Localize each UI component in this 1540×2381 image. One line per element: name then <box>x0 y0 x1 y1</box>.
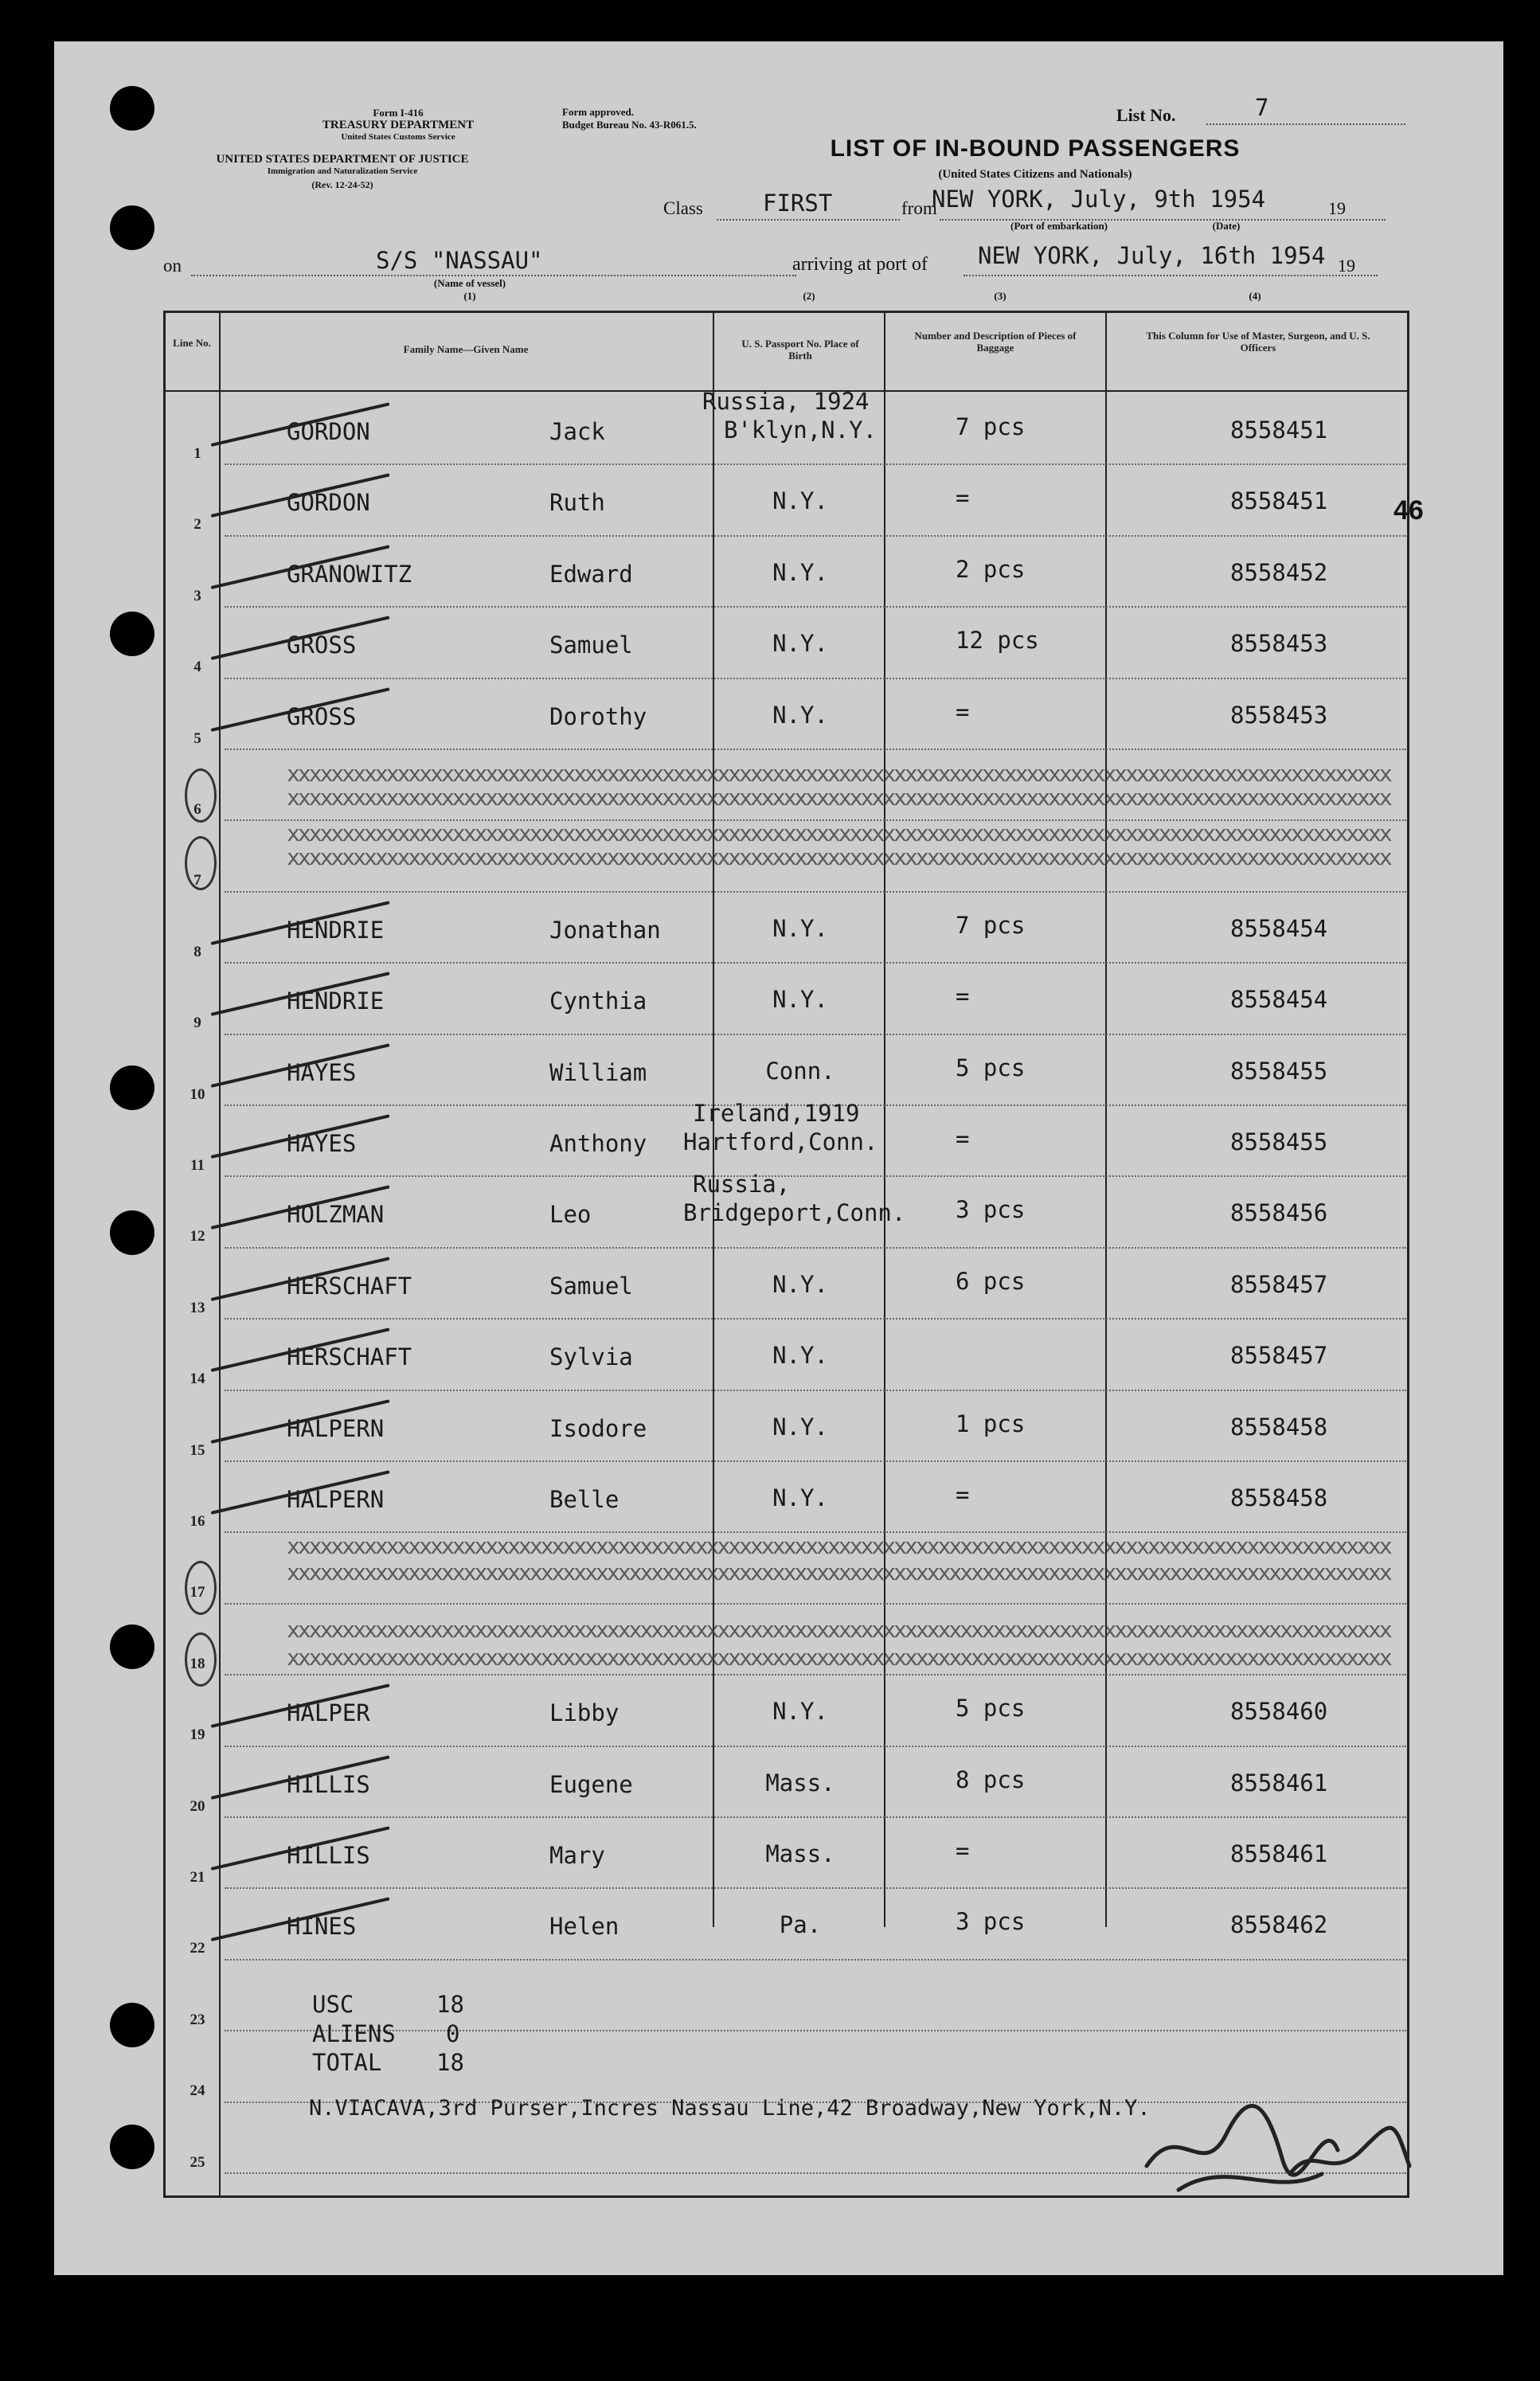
form-subtitle: (United States Citizens and Nationals) <box>938 168 1132 181</box>
line-number: 25 <box>190 2153 205 2171</box>
given-name: Leo <box>549 1201 592 1229</box>
birth-place: N.Y. <box>772 914 828 942</box>
given-name: Anthony <box>549 1130 647 1157</box>
family-name: GROSS <box>287 702 357 730</box>
officer-number: 8558457 <box>1230 1342 1328 1370</box>
col2-number: (2) <box>803 290 815 302</box>
arriving-label: arriving at port of <box>792 254 928 275</box>
line-number: 15 <box>190 1441 205 1459</box>
line-number: 8 <box>193 943 201 960</box>
purser-line: N.VIACAVA,3rd Purser,Incres Nassau Line,42 Broadway,New York,N.Y. <box>309 2096 1151 2121</box>
usc-label: USC <box>312 1991 354 2018</box>
class-line <box>717 219 900 221</box>
list-number-line <box>1206 123 1405 125</box>
officer-number: 8558451 <box>1230 416 1328 444</box>
list-number-value: 7 <box>1255 94 1269 121</box>
birth-place: B'klyn,N.Y. <box>723 416 877 444</box>
baggage-count: = <box>956 698 970 725</box>
line-number: 17 <box>190 1584 205 1601</box>
line-number: 16 <box>190 1513 205 1530</box>
line-number: 6 <box>193 801 201 818</box>
given-name: Dorothy <box>549 702 647 730</box>
family-name: HILLIS <box>287 1842 370 1869</box>
family-name: HERSCHAFT <box>287 1272 412 1300</box>
doj-label: UNITED STATES DEPARTMENT OF JUSTICE <box>216 153 469 166</box>
punch-hole <box>110 1065 154 1110</box>
aliens-label: ALIENS <box>312 2020 396 2047</box>
form-sheet <box>54 41 1503 2275</box>
given-name: Mary <box>549 1842 605 1869</box>
year-suffix: 19 <box>1328 198 1346 218</box>
birth-place-note: Russia, 1924 <box>702 388 870 415</box>
col1-number: (1) <box>463 290 476 302</box>
header-name: Family Name—Given Name <box>403 343 529 355</box>
row-divider <box>225 891 1406 893</box>
vessel-line <box>191 275 796 276</box>
officer-number: 8558458 <box>1230 1484 1328 1511</box>
strikeout-row: xxxxxxxxxxxxxxxxxxxxxxxxxxxxxxxxxxxxxxxxxxxxxxxxxxxxxxxxxxxxxxxxxxxxxxxxxxxxxxxxxxxxxxxxxxxxxxxxxxxx <box>287 784 1390 811</box>
total-value: 18 <box>436 2049 464 2076</box>
row-divider <box>225 962 1406 964</box>
punch-hole <box>110 2003 154 2047</box>
officer-number: 8558455 <box>1230 1128 1328 1155</box>
row-divider <box>225 2030 1406 2031</box>
given-name: Cynthia <box>549 987 647 1015</box>
customs-label: United States Customs Service <box>341 132 455 142</box>
ins-label: Immigration and Naturalization Service <box>267 166 418 176</box>
birth-place: N.Y. <box>772 487 828 515</box>
arrival-year-suffix: 19 <box>1338 256 1355 276</box>
row-divider <box>225 1816 1406 1818</box>
family-name: HAYES <box>287 1130 357 1157</box>
birth-place: Conn. <box>765 1057 835 1085</box>
revision-label: (Rev. 12-24-52) <box>311 179 373 190</box>
family-name: HERSCHAFT <box>287 1343 412 1371</box>
family-name: GROSS <box>287 631 357 659</box>
usc-value: 18 <box>436 1991 464 2018</box>
family-name: HOLZMAN <box>287 1201 385 1229</box>
line-number: 9 <box>193 1015 201 1032</box>
baggage-count: = <box>956 1125 970 1152</box>
vessel-caption: (Name of vessel) <box>433 277 506 289</box>
birth-place: N.Y. <box>772 630 828 658</box>
line-number: 10 <box>190 1085 205 1103</box>
line-number: 24 <box>190 2082 205 2100</box>
row-divider <box>225 1746 1406 1747</box>
aliens-value: 0 <box>446 2020 460 2047</box>
family-name: GORDON <box>287 489 370 517</box>
baggage-count: 8 pcs <box>956 1765 1026 1793</box>
budget-label: Budget Bureau No. 43-R061.5. <box>562 119 697 131</box>
family-name: HALPER <box>287 1699 370 1727</box>
baggage-count: 5 pcs <box>956 1054 1026 1081</box>
birth-place: N.Y. <box>772 701 828 729</box>
row-divider <box>225 1887 1406 1889</box>
birth-place: N.Y. <box>772 558 828 586</box>
baggage-count: 12 pcs <box>956 627 1039 655</box>
birth-place: N.Y. <box>772 1484 828 1511</box>
given-name: Sylvia <box>549 1343 633 1371</box>
given-name: Isodore <box>549 1414 647 1442</box>
birth-place: N.Y. <box>772 1413 828 1441</box>
baggage-count: 7 pcs <box>956 413 1026 440</box>
family-name: HILLIS <box>287 1770 370 1798</box>
vessel-value: S/S "NASSAU" <box>376 247 543 274</box>
officer-number: 8558452 <box>1230 558 1328 586</box>
family-name: HALPERN <box>287 1486 385 1513</box>
punch-hole <box>110 205 154 250</box>
col3-number: (3) <box>994 290 1006 302</box>
class-value: FIRST <box>763 190 833 217</box>
family-name: HENDRIE <box>287 916 385 944</box>
punch-hole <box>110 612 154 656</box>
line-number: 20 <box>190 1797 205 1815</box>
line-number: 23 <box>190 2011 205 2028</box>
line-number: 1 <box>193 445 201 462</box>
line-number: 22 <box>190 1940 205 1957</box>
arrival-value: NEW YORK, July, 16th 1954 <box>978 242 1326 269</box>
handwritten-zero-mark <box>185 768 217 823</box>
line-number: 11 <box>190 1157 205 1174</box>
row-divider <box>225 1247 1406 1249</box>
form-title: LIST OF IN-BOUND PASSENGERS <box>830 135 1241 162</box>
family-name: HENDRIE <box>287 987 385 1015</box>
date-caption: (Date) <box>1212 220 1241 232</box>
birth-place: N.Y. <box>772 986 828 1014</box>
punch-hole <box>110 1210 154 1255</box>
officer-number: 8558461 <box>1230 1769 1328 1797</box>
baggage-count: = <box>956 1837 970 1864</box>
passport-col-divider <box>884 311 885 1927</box>
given-name: Samuel <box>549 1272 633 1300</box>
officer-number: 8558461 <box>1230 1840 1328 1867</box>
birth-place: Hartford,Conn. <box>683 1128 878 1155</box>
row-divider <box>225 1460 1406 1462</box>
birth-place: Mass. <box>765 1769 835 1797</box>
baggage-col-divider <box>1105 311 1107 1927</box>
baggage-count: = <box>956 484 970 512</box>
given-name: Samuel <box>549 631 633 659</box>
given-name: Eugene <box>549 1770 633 1798</box>
strikeout-row: xxxxxxxxxxxxxxxxxxxxxxxxxxxxxxxxxxxxxxxxxxxxxxxxxxxxxxxxxxxxxxxxxxxxxxxxxxxxxxxxxxxxxxxxxxxxxxxxxxxx <box>287 820 1390 846</box>
officer-number: 8558460 <box>1230 1698 1328 1726</box>
punch-hole <box>110 1624 154 1669</box>
birth-place: Bridgeport,Conn. <box>683 1199 906 1227</box>
given-name: Jonathan <box>549 916 661 944</box>
line-number: 5 <box>193 729 201 747</box>
family-name: HINES <box>287 1913 357 1941</box>
row-divider <box>225 1959 1406 1961</box>
officer-number: 8558455 <box>1230 1057 1328 1085</box>
baggage-count: = <box>956 983 970 1011</box>
arrival-line <box>963 275 1378 276</box>
side-number: 46 <box>1393 495 1424 526</box>
strikeout-row: xxxxxxxxxxxxxxxxxxxxxxxxxxxxxxxxxxxxxxxxxxxxxxxxxxxxxxxxxxxxxxxxxxxxxxxxxxxxxxxxxxxxxxxxxxxxxxxxxxxx <box>287 844 1390 870</box>
punch-hole <box>110 86 154 131</box>
port-caption: (Port of embarkation) <box>1010 220 1108 232</box>
family-name: GRANOWITZ <box>287 560 412 588</box>
embarkation-value: NEW YORK, July, 9th 1954 <box>932 186 1266 213</box>
row-divider <box>225 1390 1406 1391</box>
line-number: 7 <box>193 872 201 889</box>
birth-place-note: Ireland,1919 <box>693 1100 860 1127</box>
row-divider <box>225 1603 1406 1605</box>
given-name: Helen <box>549 1913 620 1941</box>
family-name: HAYES <box>287 1058 357 1086</box>
row-divider <box>225 535 1406 537</box>
line-number: 13 <box>190 1299 205 1316</box>
header-passport: U. S. Passport No. Place of Birth <box>741 338 859 362</box>
officer-number: 8558462 <box>1230 1911 1328 1939</box>
line-number: 12 <box>190 1228 205 1245</box>
treasury-label: TREASURY DEPARTMENT <box>322 119 475 131</box>
handwritten-zero-mark <box>185 1632 217 1687</box>
table-top-border <box>163 311 1409 313</box>
class-label: Class <box>663 198 703 218</box>
header-line-no: Line No. <box>173 337 211 349</box>
given-name: Ruth <box>549 489 605 517</box>
officer-number: 8558453 <box>1230 701 1328 729</box>
birth-place: N.Y. <box>772 1342 828 1370</box>
table-left-border <box>163 311 166 2198</box>
officer-number: 8558454 <box>1230 986 1328 1014</box>
strikeout-row: xxxxxxxxxxxxxxxxxxxxxxxxxxxxxxxxxxxxxxxxxxxxxxxxxxxxxxxxxxxxxxxxxxxxxxxxxxxxxxxxxxxxxxxxxxxxxxxxxxxx <box>287 1533 1390 1559</box>
birth-place: N.Y. <box>772 1270 828 1298</box>
strikeout-row: xxxxxxxxxxxxxxxxxxxxxxxxxxxxxxxxxxxxxxxxxxxxxxxxxxxxxxxxxxxxxxxxxxxxxxxxxxxxxxxxxxxxxxxxxxxxxxxxxxxx <box>287 760 1390 787</box>
line-number: 18 <box>190 1655 205 1672</box>
officer-number: 8558458 <box>1230 1413 1328 1441</box>
punch-hole <box>110 2125 154 2169</box>
line-number: 4 <box>193 659 201 676</box>
line-number: 14 <box>190 1370 205 1388</box>
line-number: 3 <box>193 587 201 604</box>
row-divider <box>225 749 1406 750</box>
baggage-count: 1 pcs <box>956 1409 1026 1437</box>
baggage-count: 7 pcs <box>956 911 1026 939</box>
birth-place: Mass. <box>765 1840 835 1867</box>
given-name: William <box>549 1058 647 1086</box>
given-name: Jack <box>549 418 605 445</box>
table-right-border <box>1407 311 1409 2198</box>
row-divider <box>225 1034 1406 1035</box>
baggage-count: 3 pcs <box>956 1196 1026 1224</box>
given-name: Edward <box>549 560 633 588</box>
strikeout-row: xxxxxxxxxxxxxxxxxxxxxxxxxxxxxxxxxxxxxxxxxxxxxxxxxxxxxxxxxxxxxxxxxxxxxxxxxxxxxxxxxxxxxxxxxxxxxxxxxxxx <box>287 1617 1390 1643</box>
strikeout-row: xxxxxxxxxxxxxxxxxxxxxxxxxxxxxxxxxxxxxxxxxxxxxxxxxxxxxxxxxxxxxxxxxxxxxxxxxxxxxxxxxxxxxxxxxxxxxxxxxxxx <box>287 1559 1390 1585</box>
officer-number: 8558456 <box>1230 1199 1328 1227</box>
row-divider <box>225 1175 1406 1177</box>
birth-place: N.Y. <box>772 1698 828 1726</box>
birth-place-note: Russia, <box>693 1171 791 1198</box>
line-number: 19 <box>190 1726 205 1744</box>
baggage-count: 6 pcs <box>956 1267 1026 1295</box>
list-number-label: List No. <box>1116 105 1176 125</box>
row-divider <box>225 606 1406 608</box>
line-col-divider <box>219 311 221 2198</box>
baggage-count: 3 pcs <box>956 1908 1026 1936</box>
family-name: HALPERN <box>287 1414 385 1442</box>
header-baggage: Number and Description of Pieces of Baggage <box>914 330 1077 354</box>
row-divider <box>225 1318 1406 1320</box>
officer-number: 8558453 <box>1230 630 1328 658</box>
handwritten-zero-mark <box>185 1561 217 1615</box>
baggage-count: = <box>956 1481 970 1508</box>
baggage-count: 2 pcs <box>956 555 1026 583</box>
row-divider <box>225 463 1406 465</box>
col4-number: (4) <box>1249 290 1261 302</box>
line-number: 21 <box>190 1869 205 1886</box>
officer-number: 8558457 <box>1230 1270 1328 1298</box>
birth-place: Pa. <box>779 1911 822 1939</box>
form-number: Form I-416 <box>373 107 424 119</box>
given-name: Libby <box>549 1699 620 1727</box>
from-label: from <box>901 198 937 218</box>
baggage-count: 5 pcs <box>956 1695 1026 1722</box>
given-name: Belle <box>549 1486 620 1513</box>
handwritten-zero-mark <box>185 836 217 890</box>
strikeout-row: xxxxxxxxxxxxxxxxxxxxxxxxxxxxxxxxxxxxxxxxxxxxxxxxxxxxxxxxxxxxxxxxxxxxxxxxxxxxxxxxxxxxxxxxxxxxxxxxxxxx <box>287 1644 1390 1671</box>
family-name: GORDON <box>287 418 370 445</box>
officer-number: 8558454 <box>1230 914 1328 942</box>
total-label: TOTAL <box>312 2049 382 2076</box>
row-divider <box>225 678 1406 679</box>
approval-label: Form approved. <box>562 106 635 118</box>
header-officers: This Column for Use of Master, Surgeon, and U. S. Officers <box>1146 330 1370 354</box>
officer-number: 8558451 <box>1230 487 1328 515</box>
signature <box>1131 2070 1433 2206</box>
on-label: on <box>163 256 182 276</box>
line-number: 2 <box>193 516 201 534</box>
